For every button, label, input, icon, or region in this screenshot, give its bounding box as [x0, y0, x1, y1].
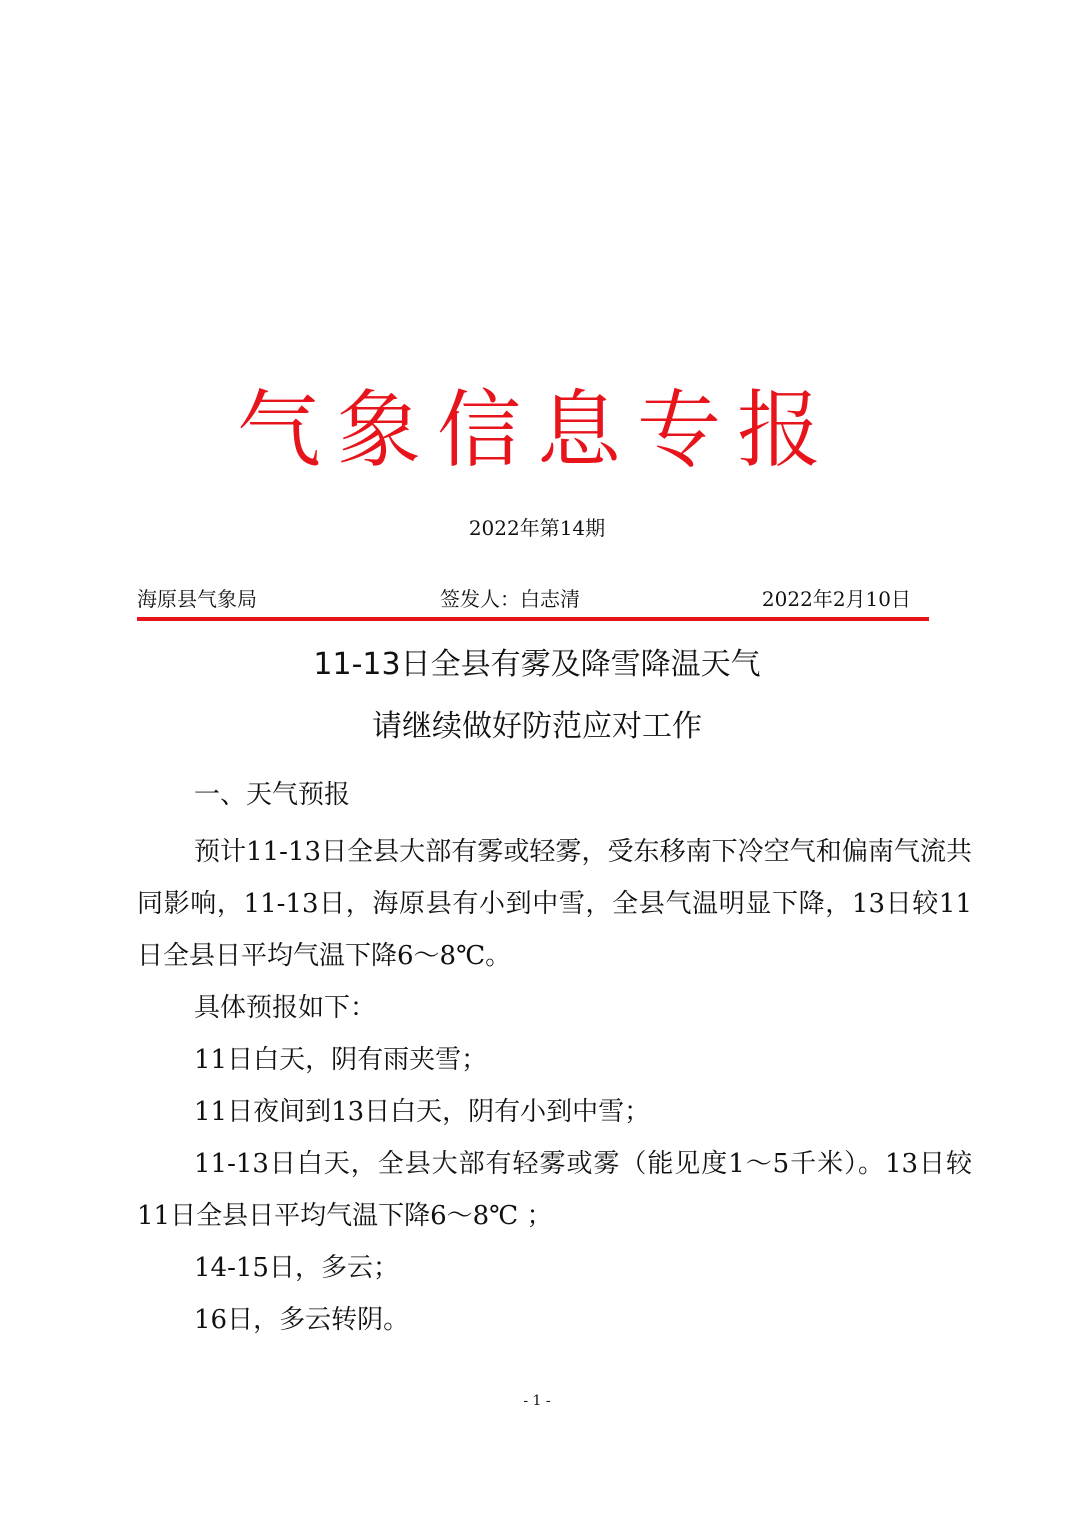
masthead-title: 气象信息专报	[236, 381, 837, 479]
body-text	[137, 826, 972, 1346]
meta-row	[137, 585, 927, 615]
paragraph-forecast-11-13: 11日夜间到13日白天，阴有小到中雪；	[194, 1097, 651, 1127]
headline-line-1: 11-13日全县有雾及降雪降温天气	[313, 647, 761, 682]
paragraph-forecast-16: 16日，多云转阴。	[194, 1305, 410, 1335]
paragraph-forecast-14-15: 14-15日，多云；	[194, 1253, 399, 1283]
issue-number: 2022年第14期	[468, 516, 606, 540]
paragraph-intro: 具体预报如下：	[194, 993, 377, 1023]
signer: 签发人：白志清	[440, 587, 580, 611]
page-number: - 1 -	[523, 1393, 551, 1409]
issue-date: 2022年2月10日	[761, 587, 911, 611]
paragraph-summary: 预计11-13日全县大部有雾或轻雾，受东移南下冷空气和偏南气流共同影响，11-13日，海原县有小到中雪，全县气温明显下降，13日较11日全县日平均气温下降6～8℃。	[137, 837, 972, 971]
paragraph-forecast-11-day: 11日白天，阴有雨夹雪；	[194, 1045, 488, 1075]
red-divider	[137, 617, 929, 621]
paragraph-fog: 11-13日白天，全县大部有轻雾或雾（能见度1～5千米）。13日较11日全县日平均气温下降6～8℃ ；	[137, 1149, 972, 1231]
headline-line-2: 请继续做好防范应对工作	[372, 709, 702, 744]
section-heading: 一、天气预报	[194, 780, 351, 810]
issuing-organization: 海原县气象局	[137, 587, 257, 611]
